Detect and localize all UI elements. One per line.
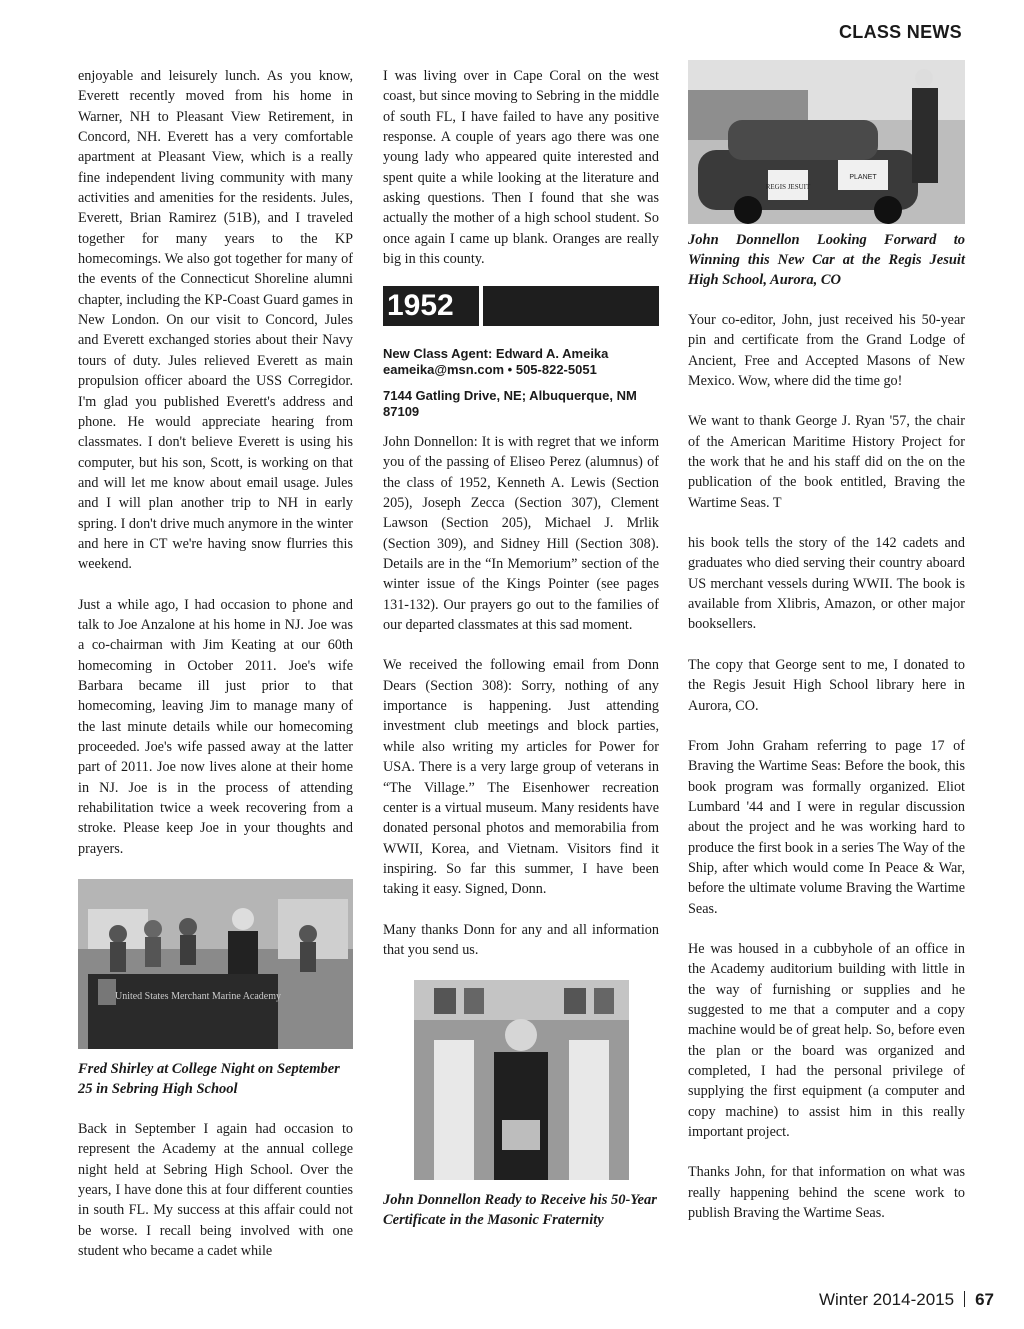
masonic-photo bbox=[414, 980, 629, 1180]
col1-paragraph: enjoyable and leisurely lunch. As you know, Everett recently moved from his home in Warner, NH to Pleasant View Retirement, in Concord, NH. Everett has a very comfortable apartment at Pleasant View, which is a really fine independent living community with many activities and amenities for the residents. Jules, Everett, Brian Ramirez (51B), and I traveled together for many years to the KP homecomings. We also got together for many of the events of the Connecticut Shoreline alumni chapter, including the KP-Coast Guard games in New London. On our visit to Concord, Jules and Everett exchanged stories about their Navy tours of duty. Jules relieved Everett as main propulsion officer aboard the USS Corregidor. I'm glad you published Everett's address and phone. He would appreciate hearing from classmates. I don't believe Everett is using his computer, but his son, Scott, is working on that and will let me know about email usage. Jules and I will plan another trip to NH in early spring. I don't drive much anymore in the winter and here in CT we're having snow flurries this weekend. bbox=[78, 68, 353, 573]
col3-paragraph: He was housed in a cubbyhole of an office in the Academy auditorium building with little in the way of furnishing or supplies and he suggested to me that a computer and a copy machine would be of great help. So, before even the plan or the board was organized and completed, I had the personal privilege of supplying the first equipment (a computer and copy machine) to assist him in this really important project. bbox=[688, 940, 965, 1141]
col2-paragraph: We received the following email from Donn Dears (Section 308): Sorry, nothing of any importance is happening. Just attending investment club meetings and block parties, while also writing my articles for Power for USA. There is a very large group of veterans in “The Village.” The Eisenhower recreation center is a virtual museum. Many residents have donated personal photos and memorabilia from WWII, Korea, and Vietnam. Visitors find it inspiring. So far this summer, I have been taking it easy. Signed, Donn. bbox=[383, 657, 659, 898]
col3-paragraph: his book tells the story of the 142 cadets and graduates who died serving their country aboard US merchant vessels during WWII. The book is available from Xlibris, Amazon, or other major booksellers. bbox=[688, 535, 965, 633]
agent-address: 7144 Gatling Drive, NE; Albuquerque, NM 87109 bbox=[383, 388, 637, 419]
column-2-lower bbox=[383, 432, 659, 1250]
col1-paragraph: Back in September I again had occasion to represent the Academy at the annual college night held at Sebring High School. Over the years, I have done this at four different counties in south FL. My success at this affair could not be worse. I recall being involved with one student who became a cadet while bbox=[78, 1121, 353, 1260]
column-3 bbox=[688, 310, 965, 1243]
table-banner-text: United States Merchant Marine Academy bbox=[114, 991, 282, 1003]
car-caption: John Donnellon Looking Forward to Winning this New Car at the Regis Jesuit High School, Aurora, CO bbox=[688, 232, 965, 288]
col3-paragraph: The copy that George sent to me, I donated to the Regis Jesuit High School library here in Aurora, CO. bbox=[688, 656, 965, 714]
college-night-photo-drawing bbox=[78, 879, 353, 1049]
page-number: 67 bbox=[975, 1290, 994, 1309]
col3-paragraph: Your co-editor, John, just received his 50-year pin and certificate from the Grand Lodge of Ancient, Free and Accepted Masons of New Mexico. Wow, where did the time go! bbox=[688, 312, 965, 390]
section-header: CLASS NEWS bbox=[838, 22, 962, 42]
masonic-photo-drawing bbox=[414, 980, 629, 1180]
col2-paragraph: John Donnellon: It is with regret that we inform you of the passing of Eliseo Perez (alumnus) of the class of 1952, Kenneth A. Lewis (Section 205), Joseph Zecca (Section 307), Clement Lawson (Section 205), Michael J. Mrlik (Section 309), and Sidney Hill (Section 308). Details are in the “In Memorium” section of the winter issue of the Kings Pointer (see pages 131-132). Our prayers go out to the families of our departed classmates at this sad moment. bbox=[383, 434, 659, 634]
college-night-photo bbox=[78, 879, 353, 1049]
agent-contact: eameika@msn.com • 505-822-5051 bbox=[383, 362, 597, 377]
car-sign-right: PLANET bbox=[849, 174, 877, 181]
class-year-banner bbox=[383, 286, 659, 326]
column-2 bbox=[383, 66, 659, 289]
banner-divider bbox=[479, 286, 483, 326]
issue-label: Winter 2014-2015 bbox=[818, 1290, 955, 1309]
class-agent-info bbox=[383, 346, 659, 430]
footer-divider bbox=[964, 1291, 965, 1307]
col3-paragraph: From John Graham referring to page 17 of Braving the Wartime Seas: Before the book, this book program was formally organized. Eliot Lumbard '44 and I were in regular discussion about the project and he was working hard to produce the first book in a series The Way of the Ship, after which would come In Peace & War, before the ultimate volume Braving the Wartime Seas. bbox=[688, 737, 965, 917]
col2-paragraph: I was living over in Cape Coral on the west coast, but since moving to Sebring in the middle of south FL, I have failed to have any positive response. A couple of years ago there was one young lady who appeared quite interested and spent quite a while looking at the literature and asking questions. Then I found that she was actually the mother of a high school student. So once again I came up blank. Oranges are really big in this county. bbox=[383, 68, 659, 268]
page-footer bbox=[819, 1290, 994, 1310]
college-night-caption: Fred Shirley at College Night on September 25 in Sebring High School bbox=[78, 1061, 340, 1098]
col3-paragraph: Thanks John, for that information on what was really happening behind the scene work to publish Braving the Wartime Seas. bbox=[688, 1164, 965, 1222]
agent-name: New Class Agent: Edward A. Ameika bbox=[383, 346, 609, 361]
col2-paragraph: Many thanks Donn for any and all information that you send us. bbox=[383, 921, 659, 958]
car-photo bbox=[688, 60, 965, 224]
col1-paragraph: Just a while ago, I had occasion to phone and talk to Joe Anzalone at his home in NJ. Joe was a co-chairman with Jim Keating at our 60th homecoming in October 2011. Joe's wife Barbara became ill just prior to that homecoming, leaving Jim to manage many of the last minute details while our homecoming proceeded. Joe's wife passed away at the latter part of 2011. Joe now lives alone at their home in NJ. Joe is in the process of attending rehabilitation twice a week recovering from a stroke. Please keep Joe in your thoughts and prayers. bbox=[78, 596, 353, 857]
col3-paragraph: We want to thank George J. Ryan '57, the chair of the American Maritime History Project for the work that he and his staff did on the on the publication of the book entitled, Braving the Wartime Seas. T bbox=[688, 413, 965, 511]
car-sign-left: REGIS JESUIT bbox=[765, 183, 811, 191]
class-year: 1952 bbox=[387, 289, 454, 322]
car-photo-drawing bbox=[688, 60, 965, 224]
column-1 bbox=[78, 66, 353, 1281]
masonic-caption: John Donnellon Ready to Receive his 50-Year Certificate in the Masonic Fraternity bbox=[383, 1192, 657, 1229]
